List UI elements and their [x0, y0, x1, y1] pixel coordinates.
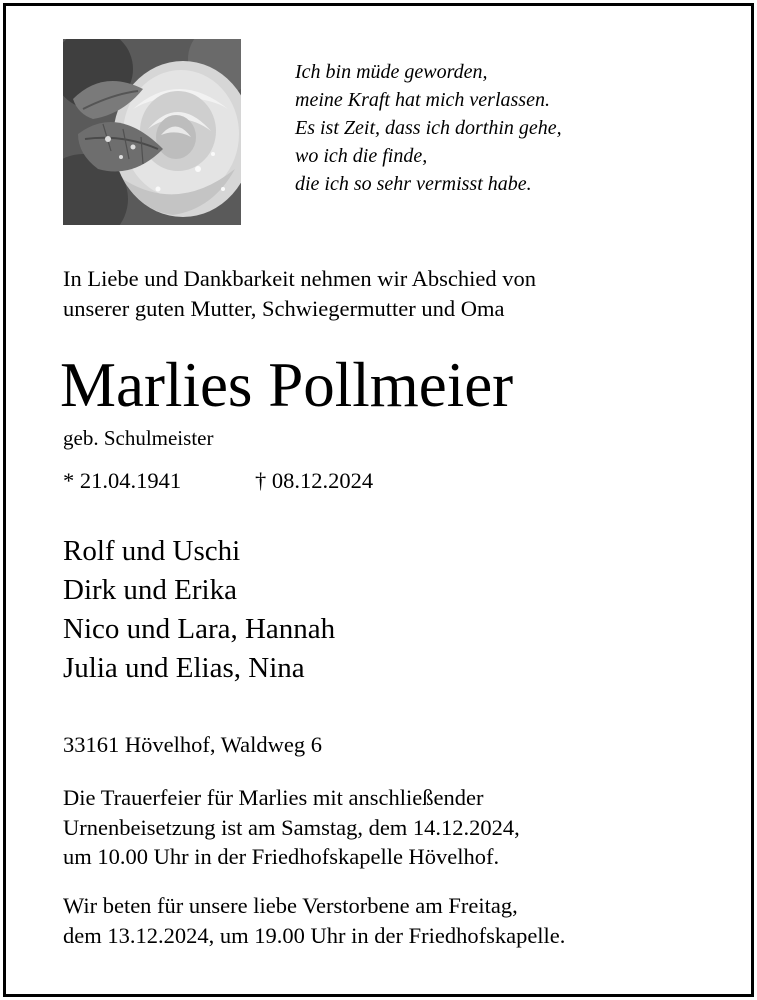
poem-line: Ich bin müde geworden, [295, 61, 488, 83]
family-list [63, 532, 335, 688]
poem [295, 58, 735, 198]
intro-line: In Liebe und Dankbarkeit nehmen wir Abschied von [63, 266, 536, 291]
death-date: † 08.12.2024 [255, 468, 374, 493]
poem-line: meine Kraft hat mich verlassen. [295, 89, 550, 111]
address: 33161 Hövelhof, Waldweg 6 [63, 732, 322, 757]
family-line: Dirk und Erika [63, 574, 237, 606]
poem-line: Es ist Zeit, dass ich dorthin gehe, [295, 117, 562, 139]
family-line: Julia und Elias, Nina [63, 652, 305, 684]
prayer-notice [63, 891, 565, 950]
family-line: Nico und Lara, Hannah [63, 613, 336, 645]
funeral-service-notice [63, 783, 520, 872]
family-line: Rolf und Uschi [63, 535, 241, 567]
service-line: um 10.00 Uhr in der Friedhofskapelle Hövelhof. [63, 844, 500, 869]
service-line: Urnenbeisetzung ist am Samstag, dem 14.12.2024, [63, 814, 520, 840]
intro-line: unserer guten Mutter, Schwiegermutter und Oma [63, 296, 505, 321]
poem-line: wo ich die finde, [295, 145, 428, 167]
rose-photo-icon [63, 39, 241, 225]
poem-line: die ich so sehr vermisst habe. [295, 173, 532, 195]
deceased-name: Marlies Pollmeier [60, 350, 514, 420]
intro-text [63, 264, 743, 324]
birth-date: * 21.04.1941 [63, 468, 182, 493]
service-line: Die Trauerfeier für Marlies mit anschließender [63, 785, 484, 810]
prayer-line: dem 13.12.2024, um 19.00 Uhr in der Friedhofskapelle. [63, 922, 566, 948]
prayer-line: Wir beten für unsere liebe Verstorbene am Freitag, [63, 893, 518, 918]
life-dates [63, 463, 563, 499]
birth-name: geb. Schulmeister [63, 426, 214, 450]
